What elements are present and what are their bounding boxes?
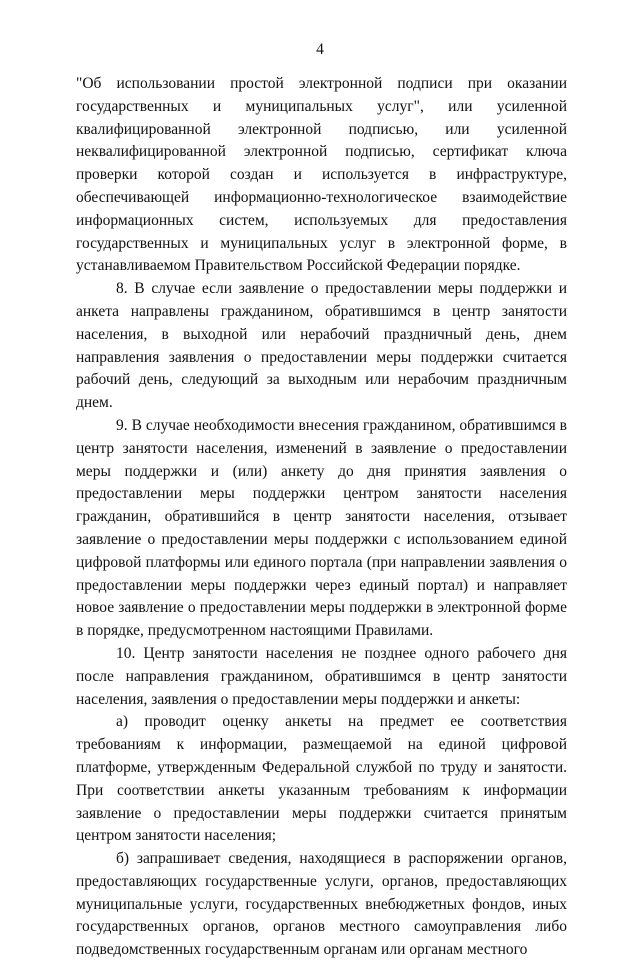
paragraph-subitem-b: б) запрашивает сведения, находящиеся в распоряжении органов, предоставляющих государственные услуги, органов, предоставляющих муниципальные услуги, государственных внебюджетных фондов, иных государственных органов, органов местного самоуправления либо подведомственных государственным органам или органам местного [76, 850, 567, 959]
paragraph-item-9: 9. В случае необходимости внесения гражданином, обратившимся в центр занятости населения, изменений в заявление о предоставлении меры поддержки и (или) анкету до дня принятия заявления о предоставлении меры поддержки центром занятости населения гражданин, обратившийся в центр занятости населения, отзывает заявление о предоставлении меры поддержки с использованием единой цифровой платформы или единого портала (при направлении заявления о предоставлении меры поддержки через единый портал) и направляет новое заявление о предоставлении меры поддержки в электронной форме в порядке, предусмотренном настоящими Правилами. [76, 416, 567, 640]
document-body [76, 73, 567, 962]
paragraph-item-8: 8. В случае если заявление о предоставлении меры поддержки и анкета направлены гражданином, обратившимся в центр занятости населения, в выходной или нерабочий праздничный день, днем направления заявления о предоставлении меры поддержки считается рабочий день, следующий за выходным или нерабочим праздничным днем. [76, 280, 567, 412]
paragraph-subitem-a: а) проводит оценку анкеты на предмет ее соответствия требованиям к информации, размещаемой на единой цифровой платформе, утвержденным Федеральной службой по труду и занятости. При соответствии анкеты указанным требованиям к информации заявление о предоставлении меры поддержки считается принятым центром занятости населения; [76, 713, 567, 845]
paragraph-item-10: 10. Центр занятости населения не позднее одного рабочего дня после направления гражданином, обратившимся в центр занятости населения, заявления о предоставлении меры поддержки и анкеты: [76, 644, 567, 708]
page-number: 4 [316, 41, 324, 58]
paragraph-continuation: "Об использовании простой электронной подписи при оказании государственных и муниципальных услуг", или усиленной квалифицированной электронной подписью, или усиленной неквалифицированной электронной подписью, сертификат ключа проверки которой создан и используется в инфраструктуре, обеспечивающей информационно-технологическое взаимодействие информационных систем, используемых для предоставления государственных и муниципальных услуг в электронной форме, в устанавливаемом Правительством Российской Федерации порядке. [76, 75, 567, 275]
